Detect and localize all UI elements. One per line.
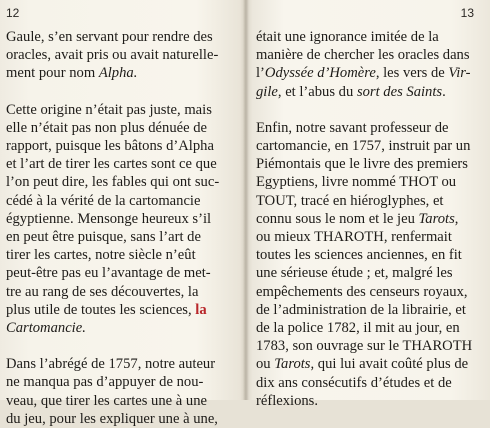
left-page-text [6,28,232,428]
text-line: ment pour nom Alpha. [6,65,138,82]
left-page [0,0,244,427]
text-line: manière de chercher les oracles dans [256,47,470,64]
text-line: toutes les sciences anciennes, en fit [256,247,462,264]
text-line: plus utile de toutes les sciences, la [6,301,207,318]
text-line: une sérieuse étude ; et, malgré les [256,265,453,282]
text-line: réflexions. [256,392,319,409]
paragraph [6,101,232,338]
text-line: ou Tarots, qui lui avait coûté plus de [256,356,469,373]
text-line: oracles, avait pris ou avait naturelle- [6,47,219,64]
text-line: TOUT, tracé en hiéroglyphes, et [256,192,444,209]
paragraph [256,28,482,101]
text-line [6,319,232,337]
text-line: dix ans consécutifs d’études et de [256,374,452,391]
text-line: de l’administration de la librairie, et [256,301,466,318]
text-line: ne manqua pas d’appuyer de nou- [6,374,204,391]
paragraph [256,119,482,410]
text-line: et l’art de tirer les cartes sont ce que [6,156,217,173]
italic-text: Alpha. [98,65,138,82]
text-line: égyptienne. Mensonge heureux s’il [6,210,212,227]
text-line: 1783, son ouvrage sur le THAROTH [256,338,473,355]
paragraph [6,28,232,83]
handwritten-mark: la [195,301,207,318]
text-line: de la police 1782, il mit au jour, en [256,320,460,337]
paragraph [6,355,232,428]
text-line: gile, et l’abus du sort des Saints. [256,83,446,100]
text-line: en peut être puisque, sans l’art de [6,229,201,246]
right-page [248,0,490,409]
text-line: du jeu, pour les expliquer une à une, [6,410,218,427]
italic-text: Tarots [418,210,455,227]
text-line: Egyptiens, livre nommé THOT ou [256,174,457,191]
text-line: tre au rang de ses découvertes, la [6,283,199,300]
italic-text: Cartomancie. [6,320,86,337]
text-line: elle n’était pas non plus dénuée de [6,119,207,136]
italic-text: Tarots [274,356,311,373]
text-line: peut-être pas eu l’avantage de met- [6,265,211,282]
italic-text: gile [256,83,278,100]
right-page-text [256,28,482,410]
text-line: Cette origine n’était pas juste, mais [6,101,212,118]
text-line: Enfin, notre savant professeur de [256,119,449,136]
page-number-right: 13 [460,6,474,20]
page-number-left: 12 [6,6,20,20]
text-line: rapport, puisque les bâtons d’Alpha [6,138,214,155]
text-line: empêchements des censeurs royaux, [256,283,468,300]
text-line: connu sous le nom et le jeu Tarots, [256,210,459,227]
text-line: ou mieux THAROTH, renfermait [256,229,452,246]
text-line: l’on peut dire, les fables qui ont suc- [6,174,220,191]
text-line: tirer les cartes, notre siècle n’eût [6,247,196,264]
text-line: cartomancie, en 1757, instruit par un [256,138,471,155]
text-line: Piémontais que le livre des premiers [256,156,468,173]
text-line: cédé à la vérité de la cartomancie [6,192,201,209]
text-line: Gaule, s’en servant pour rendre des [6,29,213,45]
text-line: veau, que tirer les cartes une à une [6,392,207,409]
italic-text: Vir- [448,65,471,82]
text-line: l’Odyssée d’Homère, les vers de Vir- [256,65,471,82]
italic-text: sort des Saints [356,83,443,100]
text-line: était une ignorance imitée de la [256,29,439,45]
italic-text: Odyssée d’Homère [264,65,376,82]
text-line: Dans l’abrégé de 1757, notre auteur [6,356,216,373]
